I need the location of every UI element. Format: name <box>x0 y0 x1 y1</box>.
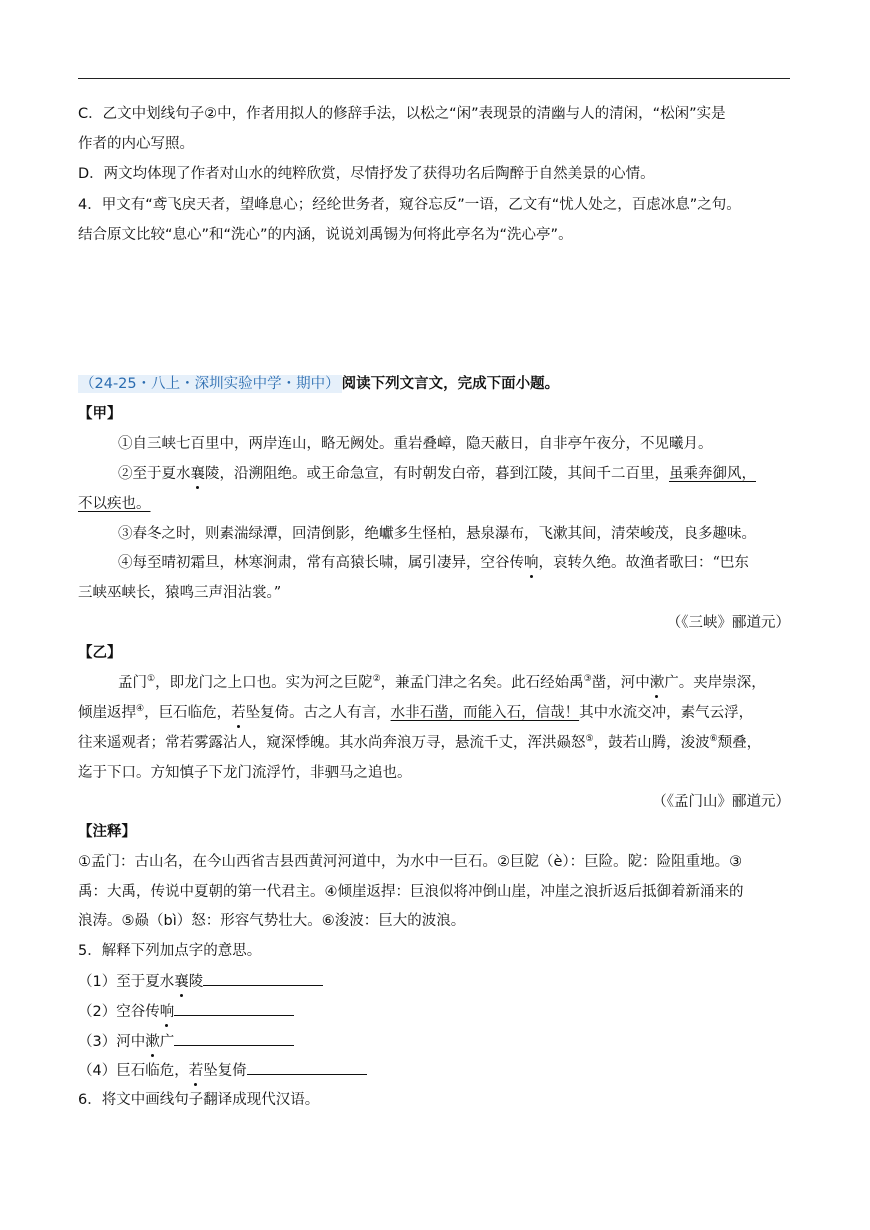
underlined-sentence: 虽乘奔御风， <box>669 466 756 482</box>
dotted-char: 漱 <box>145 1034 160 1050</box>
dotted-char: 襄 <box>190 466 205 482</box>
answer-blank[interactable] <box>174 1031 294 1046</box>
underlined-sentence-cont: 不以疾也。 <box>78 496 151 512</box>
jia-paragraph-1: ①自三峡七百里中，两岸连山，略无阙处。重岩叠嶂，隐天蔽日，自非亭午夜分，不见曦月。 <box>118 436 713 452</box>
yi-source: （《孟门山》郦道元） <box>652 794 790 810</box>
yi-line-2: 倾崖返捍④，巨石临危，若坠复倚。古之人有言，水非石凿，而能入石，信哉！其中水流交冲，素气云浮， <box>78 704 754 721</box>
dotted-char: 若 <box>188 1063 204 1079</box>
yi-line-3: 往来遥观者；常若雾露沾人，窥深悸魄。其水尚奔浪万寻，悬流千丈，浑洪赑怒⑤，鼓若山腾，浚波⑥颓叠， <box>78 734 762 751</box>
notes-line-2: 禹：大禹，传说中夏朝的第一代君主。④倾崖返捍：巨浪似将冲倒山崖，冲崖之浪折返后抵御着新涌来的 <box>78 884 744 900</box>
question-5-item-3: （3）河中漱广 <box>78 1031 294 1052</box>
yi-line-4: 迄于下口。方知慎子下龙门流浮竹，非驷马之追也。 <box>78 765 412 781</box>
header-rule <box>78 78 790 79</box>
notes-line-3: 浪涛。⑤赑（bì）怒：形容气势壮大。⑥浚波：巨大的波浪。 <box>78 913 466 929</box>
jia-paragraph-2-cont <box>78 494 151 514</box>
question-4-line2: 结合原文比较“息心”和“洗心”的内涵，说说刘禹锡为何将此亭名为“洗心亭”。 <box>78 227 573 243</box>
jia-paragraph-3: ③春冬之时，则素湍绿潭，回清倒影，绝巘多生怪柏，悬泉瀑布，飞漱其间，清荣峻茂，良多趣味。 <box>118 526 756 542</box>
answer-blank[interactable] <box>174 1001 294 1016</box>
question-5-item-1: （1）至于夏水襄陵 <box>78 971 323 992</box>
option-c-line2: 作者的内心写照。 <box>78 136 194 152</box>
source-tag[interactable]: （24-25・八上・深圳实验中学・期中） <box>80 376 340 392</box>
notes-label: 【注释】 <box>78 824 136 840</box>
question-5-stem: 5．解释下列加点字的意思。 <box>78 943 262 959</box>
section-instruction: 阅读下列文言文，完成下面小题。 <box>341 376 560 392</box>
option-d: D．两文均体现了作者对山水的纯粹欣赏，尽情抒发了获得功名后陶醉于自然美景的心情。 <box>78 166 655 182</box>
question-5-item-4: （4）巨石临危，若坠复倚 <box>78 1060 367 1081</box>
yi-line-1: 孟门①，即龙门之上口也。实为河之巨阸②，兼孟门津之名矣。此石经始禹③凿，河中漱广。夹岸崇深， <box>118 674 766 691</box>
dotted-char: 若 <box>231 705 246 721</box>
dotted-char: 襄 <box>174 974 189 990</box>
question-6-stem: 6．将文中画线句子翻译成现代汉语。 <box>78 1092 320 1108</box>
jia-label: 【甲】 <box>78 406 122 422</box>
underlined-sentence: 水非石凿，而能入石，信哉！ <box>390 705 580 721</box>
dotted-char: 响 <box>524 555 539 571</box>
yi-label: 【乙】 <box>78 645 122 661</box>
jia-paragraph-2: ②至于夏水襄陵，沿溯阻绝。或王命急宣，有时朝发白帝，暮到江陵，其间千二百里，虽乘奔御风， <box>118 466 756 482</box>
jia-paragraph-4-cont: 三峡巫峡长，猿鸣三声泪沾裳。” <box>78 585 282 601</box>
option-c-line1: C．乙文中划线句子②中，作者用拟人的修辞手法，以松之“闲”表现景的清幽与人的清闲，“松闲”实是 <box>78 106 726 122</box>
question-5-item-2: （2）空谷传响 <box>78 1001 294 1022</box>
answer-blank[interactable] <box>247 1060 367 1075</box>
jia-paragraph-4: ④每至晴初霜旦，林寒涧肃，常有高猿长啸，属引凄异，空谷传响，哀转久绝。故渔者歌曰：“巴东 <box>118 555 749 571</box>
question-4-line1: 4．甲文有“鸢飞戾天者，望峰息心；经纶世务者，窥谷忘反”一语，乙文有“忧人处之，百虑冰息”之句。 <box>78 197 741 213</box>
notes-line-1: ①孟门：古山名，在今山西省吉县西黄河河道中，为水中一巨石。②巨阸（è）：巨险。阸：险阻重地。③ <box>78 854 743 870</box>
dotted-char: 响 <box>159 1004 175 1020</box>
answer-blank[interactable] <box>203 971 323 986</box>
jia-source: （《三峡》郦道元） <box>666 615 790 631</box>
dotted-char: 漱 <box>649 675 665 691</box>
section-header <box>78 374 559 394</box>
